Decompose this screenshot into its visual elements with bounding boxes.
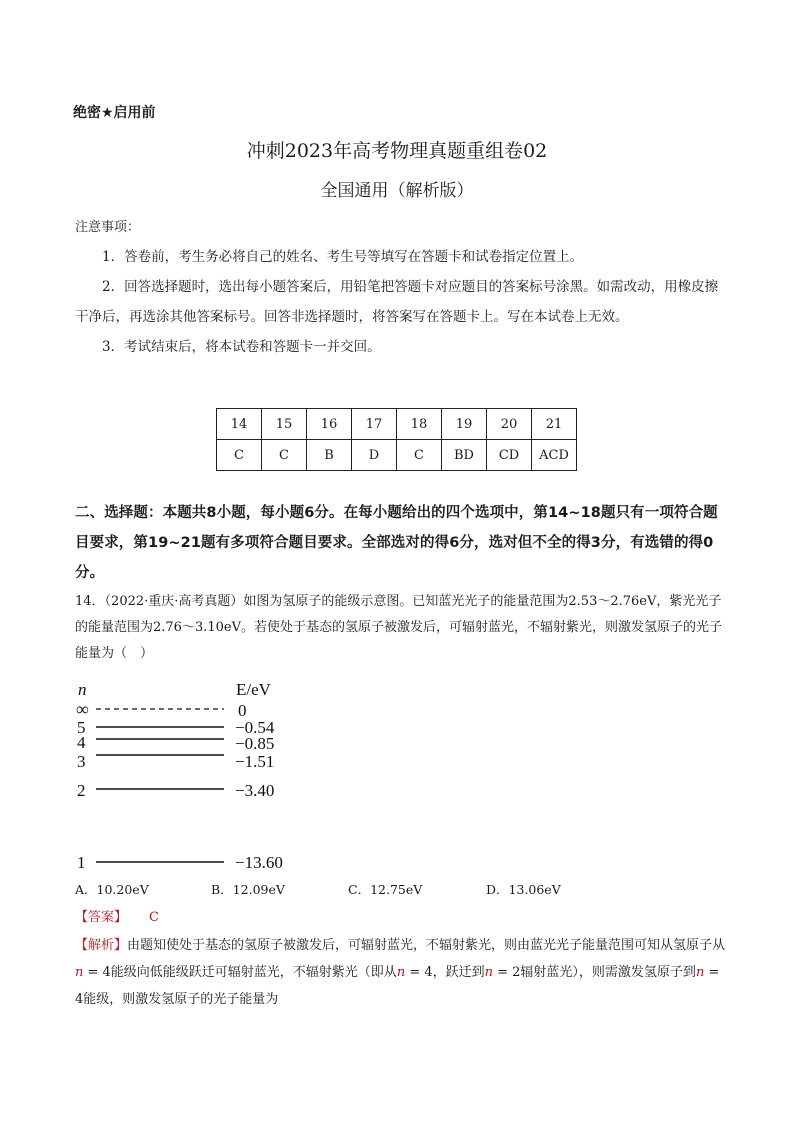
- question-number-cell: 19: [442, 409, 487, 440]
- section-heading: 二、选择题：本题共8小题，每小题6分。在每小题给出的四个选项中，第14~18题只有一项符合题目要求，第19~21题有多项符合题目要求。全部选对的得6分，选对但不全的得3分，有选错的得0分。: [75, 505, 718, 581]
- question-number-cell: 15: [262, 409, 307, 440]
- notice-item: 1．答卷前，考生务必将自己的姓名、考生号等填写在答题卡和试卷指定位置上。: [102, 249, 584, 265]
- level-energy-label: 0: [238, 701, 247, 720]
- diagram-energy-label: E/eV: [236, 680, 271, 699]
- answer-table-answer-row: [217, 440, 577, 471]
- analysis-variable: n: [75, 965, 84, 980]
- question-14-text: 14．（2022·重庆·高考真题）如图为氢原子的能级示意图。已知蓝光光子的能量范围为2.53～2.76eV，紫光光子的能量范围为2.76～3.10eV。若使处于基态的氢原子被激发后，可辐射蓝光，不辐射紫光，则激发氢原子的光子能量为（ ）: [75, 594, 722, 661]
- answer-cell: BD: [442, 440, 487, 471]
- answer-cell: CD: [487, 440, 532, 471]
- notice-item: 3．考试结束后，将本试卷和答题卡一并交回。: [102, 339, 381, 355]
- notice-heading: 注意事项：: [75, 220, 141, 235]
- question-number-cell: 20: [487, 409, 532, 440]
- question-number-cell: 16: [307, 409, 352, 440]
- paper-title: 冲刺2023年高考物理真题重组卷02: [246, 140, 548, 162]
- answer-cell: ACD: [532, 440, 577, 471]
- answer-line: [75, 906, 159, 925]
- secret-mark: 绝密★启用前: [73, 105, 156, 121]
- analysis-text: = 4能级向低能级跃迁可辐射蓝光，不辐射紫光（即从: [83, 965, 397, 980]
- option-a[interactable]: A．10.20eV: [75, 882, 149, 897]
- level-n-label: 5: [77, 718, 86, 737]
- option-c[interactable]: C．12.75eV: [348, 882, 423, 897]
- analysis-text: = 2辐射蓝光），则需激发氢原子到: [493, 965, 696, 980]
- analysis-text: = 4，跃迁到: [405, 965, 485, 980]
- level-energy-label: −0.54: [235, 718, 275, 737]
- level-n-label: 1: [77, 853, 86, 872]
- level-energy-label: −3.40: [235, 781, 275, 800]
- answer-table: [216, 408, 577, 471]
- diagram-n-label: n: [78, 680, 87, 699]
- notice-item: 2．回答选择题时，选出每小题答案后，用铅笔把答题卡对应题目的答案标号涂黑。如需改动，用橡皮擦干净后，再选涂其他答案标号。回答非选择题时，将答案写在答题卡上。写在本试卷上无效。: [75, 279, 719, 325]
- answer-cell: D: [352, 440, 397, 471]
- level-energy-label: −13.60: [235, 853, 283, 872]
- option-d[interactable]: D．13.06eV: [486, 882, 561, 897]
- level-n-label: 2: [77, 781, 86, 800]
- analysis-variable: n: [396, 965, 406, 980]
- energy-level-diagram: [70, 676, 310, 876]
- question-number-cell: 17: [352, 409, 397, 440]
- answer-cell: C: [397, 440, 442, 471]
- analysis-variable: n: [484, 965, 493, 980]
- level-n-label: ∞: [76, 699, 89, 719]
- analysis-text: 由题知使处于基态的氢原子被激发后，可辐射蓝光，不辐射紫光，则由蓝光光子能量范围可知从氢原子从: [127, 938, 726, 953]
- question-number-cell: 18: [397, 409, 442, 440]
- analysis-paragraph: [75, 932, 727, 1013]
- question-number-cell: 14: [217, 409, 262, 440]
- answer-value: C: [149, 910, 159, 925]
- answer-label: 【答案】: [75, 910, 128, 925]
- level-n-label: 3: [77, 752, 86, 771]
- answer-cell: C: [262, 440, 307, 471]
- paper-subtitle: 全国通用（解析版）: [320, 181, 474, 201]
- level-energy-label: −1.51: [235, 752, 275, 771]
- answer-table-number-row: [217, 409, 577, 440]
- option-b[interactable]: B．12.09eV: [211, 882, 285, 897]
- analysis-label: 【解析】: [75, 938, 128, 953]
- analysis-text: = 4能级，则激发氢原子的光子能量为: [75, 965, 720, 1007]
- answer-cell: B: [307, 440, 352, 471]
- level-n-label: 4: [77, 733, 86, 752]
- notice-list: [75, 242, 727, 362]
- answer-cell: C: [217, 440, 262, 471]
- analysis-variable: n: [695, 965, 705, 980]
- level-energy-label: −0.85: [235, 734, 275, 753]
- question-number-cell: 21: [532, 409, 577, 440]
